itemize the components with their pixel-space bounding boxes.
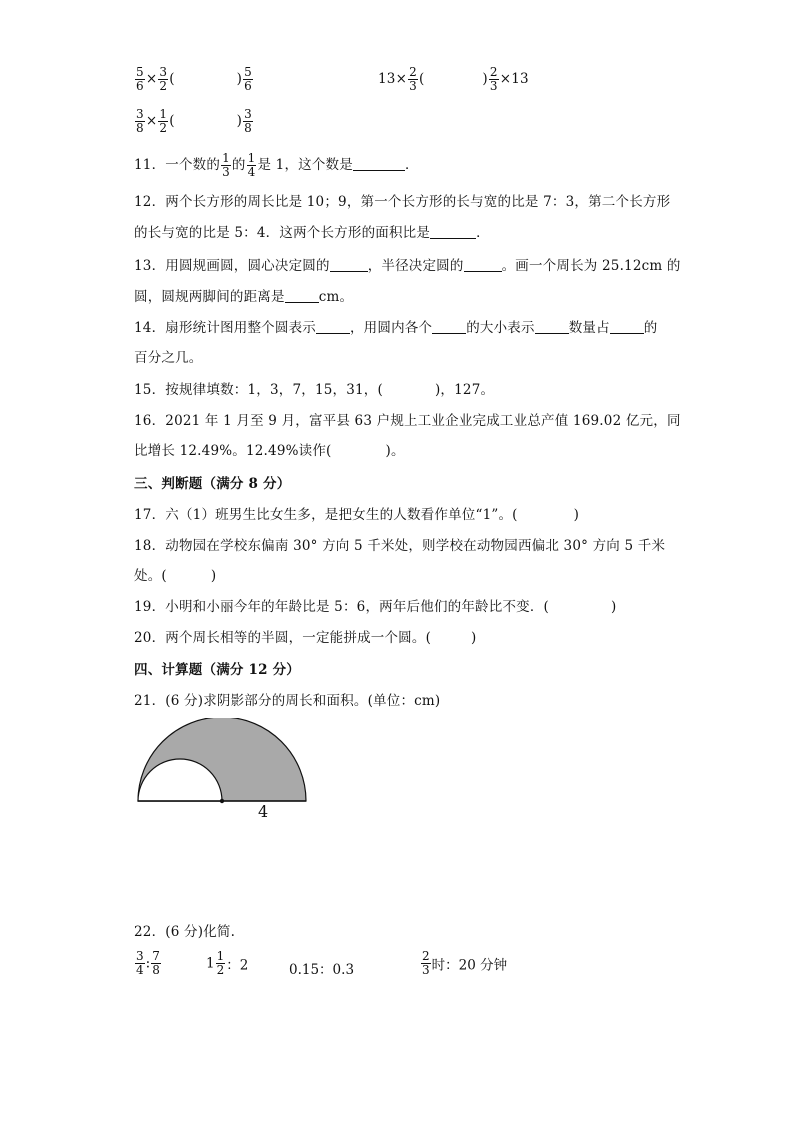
- question-21: 21．(6 分)求阴影部分的周长和面积。(单位：cm): [134, 693, 441, 709]
- semicircle-figure: [130, 718, 320, 828]
- fraction: $\frac{3}{2}$: [159, 65, 168, 93]
- fraction: $\frac{5}{6}$: [244, 65, 252, 93]
- fraction: $\frac{3}{8}$: [244, 107, 252, 135]
- fraction: $\frac{2}{3}$: [409, 65, 417, 93]
- fraction: $\frac{3}{8}$: [136, 107, 144, 135]
- expression-2: 1 $\frac{1}{2}$ ：2: [206, 949, 249, 977]
- section-heading-judgement: 三、判断题（满分 8 分）: [134, 476, 291, 492]
- answer-blank[interactable]: [430, 224, 476, 239]
- fraction: $\frac{3}{4}$: [136, 949, 144, 977]
- question-20: 20．两个周长相等的半圆，一定能拼成一个圆。( ): [134, 630, 477, 646]
- question-16-line-2: 比增长 12.49%。12.49%读作( )。: [134, 443, 405, 459]
- fraction: $\frac{5}{6}$: [136, 65, 144, 93]
- fraction: $\frac{1}{3}$: [222, 151, 230, 179]
- question-12-line-2: 的长与宽的比是 5：4．这两个长方形的面积比是 ．: [134, 225, 490, 241]
- answer-blank[interactable]: [535, 319, 569, 334]
- question-18-line-2: 处。( ): [134, 568, 217, 584]
- expression-3: 0.15：0.3: [289, 962, 355, 978]
- fraction: $\frac{1}{2}$: [159, 107, 168, 135]
- dimension-label: 4: [258, 802, 269, 821]
- question-14-line-2: 百分之几。: [134, 350, 203, 366]
- expression-4: $\frac{2}{3}$ 时：20 分钟: [422, 949, 508, 977]
- compare-row-2: $\frac{3}{8}$ × $\frac{1}{2}$ ( ) $\frac{3}{8}$: [136, 107, 252, 135]
- expression-1: $\frac{3}{4}$ : $\frac{7}{8}$: [136, 949, 160, 977]
- question-18-line-1: 18．动物园在学校东偏南 30° 方向 5 千米处，则学校在动物园西偏北 30° 方向 5 千米: [134, 538, 666, 554]
- fraction: $\frac{2}{3}$: [489, 65, 498, 93]
- section-heading-calculation: 四、计算题（满分 12 分）: [134, 662, 300, 678]
- center-point: [220, 799, 224, 803]
- compare-row-1a: $\frac{5}{6}$ × $\frac{3}{2}$ ( ) $\frac{5}{6}$: [136, 65, 252, 93]
- question-22: 22．(6 分)化简.: [134, 924, 236, 940]
- compare-row-1b: 13× $\frac{2}{3}$ ( ) $\frac{2}{3}$ ×13: [378, 65, 529, 93]
- question-17: 17．六（1）班男生比女生多，是把女生的人数看作单位“1”。( ): [134, 507, 580, 523]
- answer-blank[interactable]: [610, 319, 644, 334]
- answer-blank[interactable]: [330, 257, 368, 272]
- question-13-line-2: 圆，圆规两脚间的距离是 cm。: [134, 289, 354, 305]
- answer-blank[interactable]: [353, 156, 405, 171]
- answer-blank[interactable]: [464, 257, 502, 272]
- question-14-line-1: 14．扇形统计图用整个圆表示 ，用圆内各个 的大小表示 数量占 的: [134, 320, 658, 336]
- answer-blank[interactable]: [316, 319, 350, 334]
- fraction: $\frac{1}{2}$: [216, 949, 225, 977]
- question-16-line-1: 16．2021 年 1 月至 9 月，富平县 63 户规上工业企业完成工业总产值 169.02 亿元，同: [134, 413, 681, 429]
- question-12-line-1: 12．两个长方形的周长比是 10；9，第一个长方形的长与宽的比是 7：3，第二个长方形: [134, 194, 671, 210]
- question-13-line-1: 13．用圆规画圆，圆心决定圆的 ，半径决定圆的 。画一个周长为 25.12cm 的: [134, 258, 681, 274]
- fraction: $\frac{1}{4}$: [247, 151, 256, 179]
- fraction: $\frac{2}{3}$: [422, 949, 430, 977]
- question-19: 19．小明和小丽今年的年龄比是 5：6，两年后他们的年龄比不变．( ): [134, 599, 617, 615]
- fraction: $\frac{7}{8}$: [152, 949, 160, 977]
- question-11: 11．一个数的 $\frac{1}{3}$ 的 $\frac{1}{4}$ 是 1，这个数是 ．: [134, 151, 419, 179]
- answer-blank[interactable]: [432, 319, 466, 334]
- answer-blank[interactable]: [285, 288, 319, 303]
- question-15: 15．按规律填数：1，3，7，15，31，( )，127。: [134, 382, 495, 398]
